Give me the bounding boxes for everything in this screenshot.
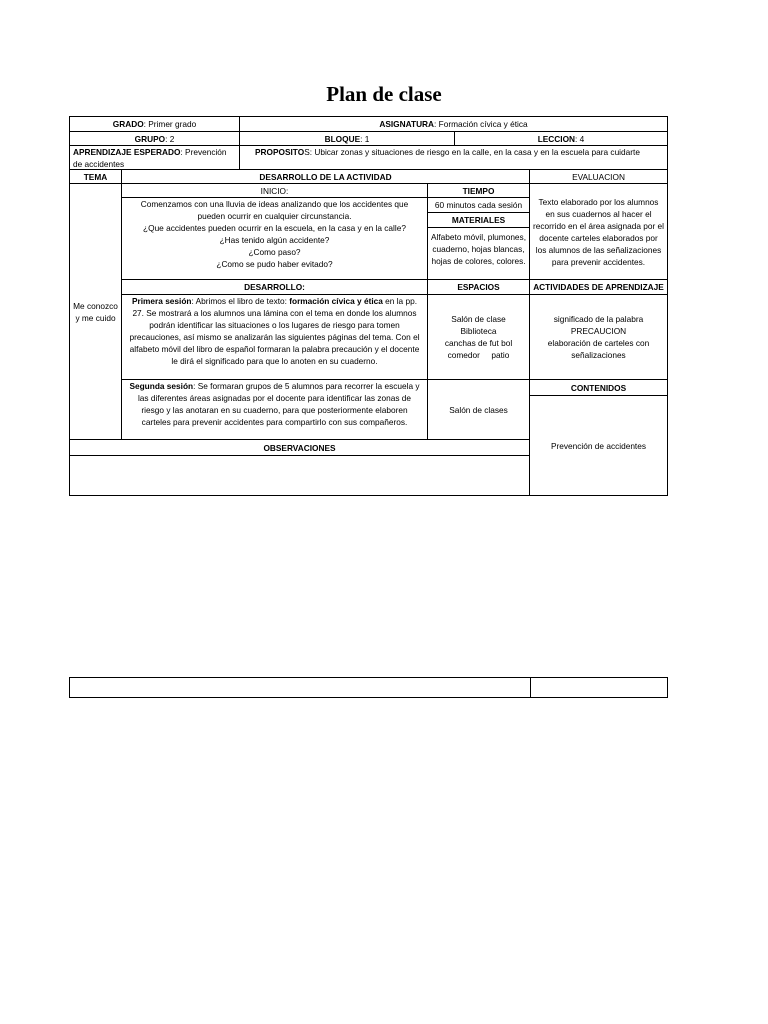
espacios-item-4: comedor patio xyxy=(447,350,510,360)
propositos-cell xyxy=(239,145,668,170)
grado-label: GRADO xyxy=(112,119,144,129)
inicio-line-3: ¿Has tenido algún accidente? xyxy=(219,235,330,245)
propositos-value: S: Ubicar zonas y situaciones de riesgo en la calle, en la casa y en la escuela para cuidarte xyxy=(304,147,640,157)
espacios-item-3: canchas de fut bol xyxy=(444,338,513,348)
asignatura-cell xyxy=(239,116,668,132)
espacios-header: ESPACIOS xyxy=(427,279,530,295)
observaciones-header: OBSERVACIONES xyxy=(69,439,530,456)
espacios-cell-1 xyxy=(427,294,530,380)
espacios-item-2: Biblioteca xyxy=(460,326,497,336)
tiempo-header: TIEMPO xyxy=(427,183,530,198)
leccion-label: LECCION xyxy=(537,133,576,144)
actividades-item-3: elaboración de carteles con señalizaciones xyxy=(547,338,650,360)
empty-table-row xyxy=(69,677,668,698)
leccion-cell xyxy=(454,131,668,146)
primera-sesion-text-b: en la pp. 27. Se mostrará a los alumnos una lámina con el tema en donde los alumnos podrán identificar las situaciones o los lugares de riesgo para tomen precauciones, así mismo se analizarán las siguientes páginas del tema. Con el alfabeto móvil del libro de español formaran la palabra precaución y el docente le dirá el significado para que lo anoten en su cuaderno. xyxy=(129,296,420,366)
primera-sesion-cell xyxy=(121,294,428,380)
actividades-header: ACTIVIDADES DE APRENDIZAJE xyxy=(529,279,668,295)
inicio-header: INICIO: xyxy=(121,183,428,198)
materiales-cell xyxy=(427,227,530,280)
contenidos-cell: Prevención de accidentes xyxy=(529,395,668,496)
inicio-line-4: ¿Como paso? xyxy=(248,247,301,257)
observaciones-cell xyxy=(69,455,530,496)
inicio-line-1: Comenzamos con una lluvia de ideas analizando que los accidentes que pueden ocurrir en cualquier circunstancia. xyxy=(140,199,409,221)
tiempo-cell: 60 minutos cada sesión xyxy=(427,197,530,213)
evaluacion-header: EVALUACION xyxy=(529,169,668,184)
grado-cell xyxy=(69,116,240,132)
propositos-label: PROPOSITO xyxy=(255,147,305,157)
actividades-item-2: PRECAUCION xyxy=(570,326,627,336)
table-divider xyxy=(530,678,531,697)
evaluacion-text: Texto elaborado por los alumnos en sus cuadernos al hacer el recorrido en el área asignada por el docente carteles elaborados por los alumnos de las señalizaciones para prevenir accidentes. xyxy=(533,196,664,267)
primera-sesion-text-a: : Abrimos el libro de texto: xyxy=(191,296,290,306)
page-title: Plan de clase xyxy=(326,82,442,106)
aprendizaje-cell xyxy=(69,145,240,170)
segunda-sesion-text: : Se formaran grupos de 5 alumnos para recorrer la escuela y las diferentes áreas asignadas por el docente para identificar las zonas de riesgo y las anotaran en su cuaderno, para que posteriormente elaboren carteles para prevenir accidentes para compartirlo con sus compañeros. xyxy=(137,381,420,427)
bloque-cell xyxy=(239,131,455,146)
bloque-label: BLOQUE xyxy=(324,133,361,144)
evaluacion-cell xyxy=(529,183,668,280)
espacios-item-1: Salón de clase xyxy=(451,314,506,324)
inicio-cell xyxy=(121,197,428,280)
tema-cell xyxy=(69,183,122,440)
contenidos-header: CONTENIDOS xyxy=(529,379,668,396)
materiales-text: Alfabeto móvil, plumones, cuaderno, hojas blancas, hojas de colores, colores. xyxy=(431,232,527,266)
actividades-item-1: significado de la palabra xyxy=(553,314,644,324)
desarrollo-header: DESARROLLO: xyxy=(121,279,428,295)
primera-sesion-label: Primera sesión xyxy=(131,296,192,306)
leccion-value: : 4 xyxy=(575,133,585,144)
inicio-line-5: ¿Como se pudo haber evitado? xyxy=(216,259,333,269)
inicio-line-2: ¿Que accidentes pueden ocurrir en la escuela, en la casa y en la calle? xyxy=(143,223,406,233)
desarrollo-actividad-header: DESARROLLO DE LA ACTIVIDAD xyxy=(121,169,530,184)
lesson-plan-table xyxy=(69,116,668,496)
grupo-value: : 2 xyxy=(165,133,175,144)
bloque-value: : 1 xyxy=(360,133,370,144)
segunda-sesion-label: Segunda sesión xyxy=(129,381,194,391)
primera-sesion-book: formación cívica y ética xyxy=(289,296,383,306)
aprendizaje-label: APRENDIZAJE ESPERADO xyxy=(73,147,181,157)
espacios-cell-2: Salón de clases xyxy=(427,379,530,440)
actividades-cell xyxy=(529,294,668,380)
tema-text: Me conozco y me cuido xyxy=(73,300,118,323)
grupo-label: GRUPO xyxy=(134,133,166,144)
asignatura-value: : Formación cívica y ética xyxy=(434,119,528,129)
aprendizaje-value: : Prevención de accidentes xyxy=(73,147,227,169)
materiales-header: MATERIALES xyxy=(427,212,530,228)
segunda-sesion-cell xyxy=(121,379,428,440)
tema-header: TEMA xyxy=(69,169,122,184)
asignatura-label: ASIGNATURA xyxy=(379,119,435,129)
grupo-cell xyxy=(69,131,240,146)
grado-value: : Primer grado xyxy=(143,119,197,129)
